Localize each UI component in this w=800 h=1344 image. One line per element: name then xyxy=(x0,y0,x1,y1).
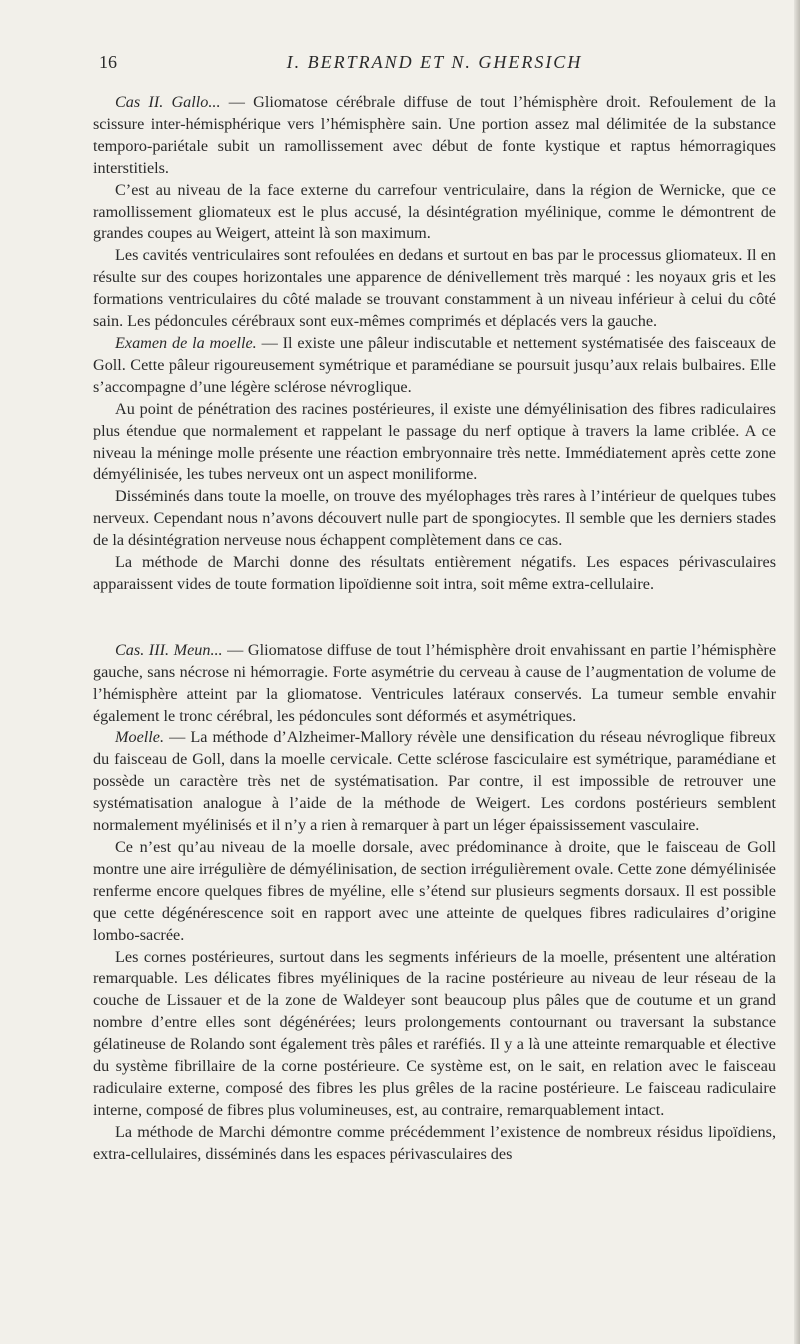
paragraph-text: — Gliomatose cérébrale diffuse de tout l’hémisphère droit. Refoulement de la scissure inter-hémisphérique vers l’hémisphère sain. Une portion assez mal délimitée de la substance temporo-pariétale subit un ramollissement avec début de fonte kystique et raptus hémorragiques interstitiels. xyxy=(93,93,776,177)
paragraph-text: — La méthode d’Alzheimer-Mallory révèle une densification du réseau névroglique fibreux du faisceau de Goll, dans la moelle cervicale. Cette sclérose fasciculaire est symétrique, paramédiane et possède un caractère très net de systématisation. Par contre, il est impossible de retrouver une systématisation analogue à l’aide de la méthode de Weigert. Les cordons postérieurs semblent normalement myélinisés et il n’y a rien à remarquer à part un léger épaississement vasculaire. xyxy=(93,728,776,835)
section-heading: Examen de la moelle. xyxy=(115,333,257,352)
running-head: I. BERTRAND ET N. GHERSICH xyxy=(286,52,583,72)
paragraph xyxy=(93,1122,776,1166)
paragraph xyxy=(93,399,776,487)
case-heading: Cas II. Gallo... xyxy=(115,93,221,111)
paragraph xyxy=(93,180,776,246)
body-text xyxy=(93,92,776,1166)
page-number: 16 xyxy=(99,52,117,72)
paragraph xyxy=(93,552,776,596)
paragraph xyxy=(93,486,776,552)
paragraph-text: — Gliomatose diffuse de tout l’hémisphère droit envahissant en partie l’hémisphère gauche, sans nécrose ni hémorragie. Forte asymétrie du cerveau à cause de l’augmentation de volume de l’hémisphère atteint par la gliomatose. Ventricules latéraux conservés. La tumeur semble envahir également le tronc cérébral, les pédoncules sont déformés et asymétriques. xyxy=(93,640,776,725)
case-heading: Cas. III. Meun... xyxy=(115,640,223,659)
paragraph-moelle xyxy=(93,727,776,837)
paragraph-cas-2 xyxy=(93,92,776,180)
page-header xyxy=(93,52,776,92)
paragraph-text: Les cornes postérieures, surtout dans les segments inférieurs de la moelle, présentent une altération remarquable. Les délicates fibres myéliniques de la racine postérieure au niveau de leur réseau de la couche de Lissauer et de la zone de Waldeyer sont beaucoup plus pâles que de coutume et un grand nombre d’entre elles sont dégénérées; leurs prolongements contournant ou traversant la substance gélatineuse de Rolando sont également très pâles et raréfiés. Il y a là une atteinte remarquable et élective du système fibrillaire de la corne postérieure. Ce système est, on le sait, en relation avec le faisceau radiculaire externe, composé des fibres les plus grêles de la racine postérieure. Le faisceau radiculaire interne, composé de fibres plus volumineuses, est, au contraire, remarquablement intact. xyxy=(93,947,776,1119)
paragraph xyxy=(93,947,776,1122)
paragraph-examen-moelle xyxy=(93,333,776,399)
paragraph-text: La méthode de Marchi démontre comme précédemment l’existence de nombreux résidus lipoïdiens, extra-cellulaires, disséminés dans les espaces périvasculaires des xyxy=(93,1122,776,1163)
paragraph xyxy=(93,245,776,333)
paragraph-text: La méthode de Marchi donne des résultats entièrement négatifs. Les espaces périvasculaires apparaissent vides de toute formation lipoïdienne soit intra, soit même extra-cellulaire. xyxy=(93,553,776,593)
paragraph-text: Au point de pénétration des racines postérieures, il existe une démyélinisation des fibres radiculaires plus étendue que normalement et rappelant le passage du nerf optique à travers la lame criblée. A ce niveau la méninge molle présente une réaction embryonnaire très nette. Immédiatement après cette zone démyélinisée, les tubes nerveux ont un aspect moniliforme. xyxy=(93,399,776,484)
paragraph-text: Ce n’est qu’au niveau de la moelle dorsale, avec prédominance à droite, que le faisceau de Goll montre une aire irrégulière de démyélinisation, de section irrégulièrement ovale. Cette zone démyélinisée renferme encore quelques fibres de myéline, elle s’étend sur plusieurs segments dorsaux. Il est possible que cette dégénérescence soit en rapport avec une atteinte de quelques fibres radiculaires d’origine lombo-sacrée. xyxy=(93,838,776,944)
paragraph xyxy=(93,837,776,947)
page-edge xyxy=(794,0,800,1344)
paragraph-text: Disséminés dans toute la moelle, on trouve des myélophages très rares à l’intérieur de quelques tubes nerveux. Cependant nous n’avons découvert nulle part de spongiocytes. Il semble que les derniers stades de la désintégration nerveuse nous échappent complètement dans ce cas. xyxy=(93,487,776,550)
paragraph-cas-3 xyxy=(93,640,776,728)
paragraph-text: Les cavités ventriculaires sont refoulées en dedans et surtout en bas par le processus gliomateux. Il en résulte sur des coupes horizontales une apparence de dénivellement très marqué : les noyaux gris et les formations ventriculaires du côté malade se trouvant constamment à un niveau inférieur à celui du côté sain. Les pédoncules cérébraux sont eux-mêmes comprimés et déplacés vers la gauche. xyxy=(93,246,776,331)
section-heading: Moelle. xyxy=(115,728,164,747)
paragraph-text: C’est au niveau de la face externe du carrefour ventriculaire, dans la région de Wernicke, que ce ramollissement gliomateux est le plus accusé, la désintégration myélinique, comme le démontrent de grandes coupes au Weigert, atteint là son maximum. xyxy=(93,180,776,243)
paragraph-text: — Il existe une pâleur indiscutable et nettement systématisée des faisceaux de Goll. Cette pâleur rigoureusement symétrique et paramédiane se poursuit jusqu’aux relais bulbaires. Elle s’accompagne d’une légère sclérose névroglique. xyxy=(93,333,776,396)
